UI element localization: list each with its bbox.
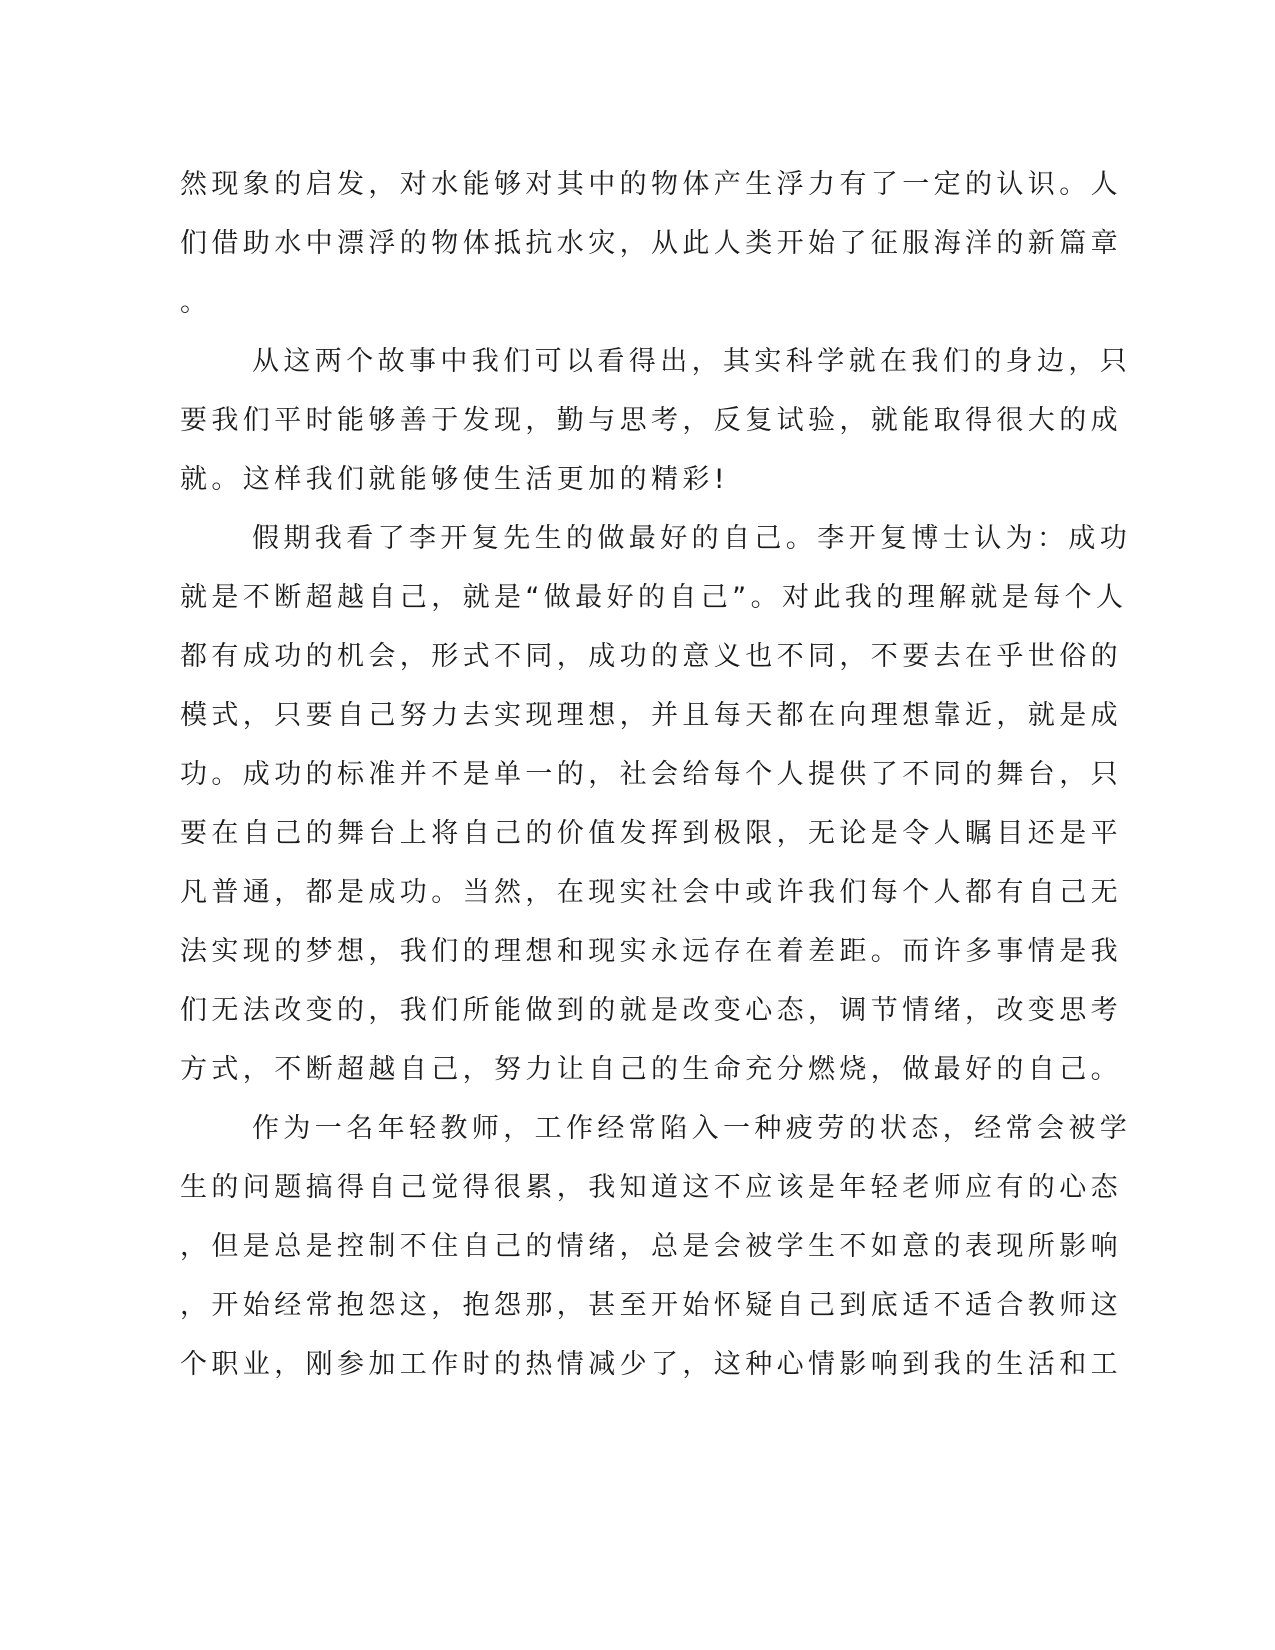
text-line: 法实现的梦想，我们的理想和现实永远存在着差距。而许多事情是我 xyxy=(180,936,1122,967)
body-text xyxy=(180,155,1132,1394)
text-line: 要我们平时能够善于发现，勤与思考，反复试验，就能取得很大的成 xyxy=(180,405,1122,436)
text-line: 。 xyxy=(180,287,212,318)
text-line: 凡普通，都是成功。当然，在现实社会中或许我们每个人都有自己无 xyxy=(180,877,1122,908)
text-line: 要在自己的舞台上将自己的价值发挥到极限，无论是令人瞩目还是平 xyxy=(180,818,1122,849)
text-line: 功。成功的标准并不是单一的，社会给每个人提供了不同的舞台，只 xyxy=(180,759,1122,790)
text-line: 作为一名年轻教师，工作经常陷入一种疲劳的状态，经常会被学 xyxy=(252,1113,1132,1144)
text-line: 生的问题搞得自己觉得很累，我知道这不应该是年轻老师应有的心态 xyxy=(180,1172,1122,1203)
text-line: 们无法改变的，我们所能做到的就是改变心态，调节情绪，改变思考 xyxy=(180,995,1122,1026)
text-line: 都有成功的机会，形式不同，成功的意义也不同，不要去在乎世俗的 xyxy=(180,641,1122,672)
text-line: 个职业，刚参加工作时的热情减少了，这种心情影响到我的生活和工 xyxy=(180,1349,1122,1380)
text-line: 假期我看了李开复先生的做最好的自己。李开复博士认为：成功 xyxy=(252,523,1132,554)
text-line: 方式，不断超越自己，努力让自己的生命充分燃烧，做最好的自己。 xyxy=(180,1054,1122,1085)
text-line: 就是不断超越自己，就是“做最好的自己”。对此我的理解就是每个人 xyxy=(180,582,1128,613)
text-line: 们借助水中漂浮的物体抵抗水灾，从此人类开始了征服海洋的新篇章 xyxy=(180,228,1122,259)
text-line: 就。这样我们就能够使生活更加的精彩! xyxy=(180,464,730,495)
text-line: 模式，只要自己努力去实现理想，并且每天都在向理想靠近，就是成 xyxy=(180,700,1122,731)
text-line: 然现象的启发，对水能够对其中的物体产生浮力有了一定的认识。人 xyxy=(180,169,1122,200)
text-line: 从这两个故事中我们可以看得出，其实科学就在我们的身边，只 xyxy=(252,346,1132,377)
text-line: ，但是总是控制不住自己的情绪，总是会被学生不如意的表现所影响 xyxy=(180,1231,1122,1262)
text-line: ，开始经常抱怨这，抱怨那，甚至开始怀疑自己到底适不适合教师这 xyxy=(180,1290,1122,1321)
